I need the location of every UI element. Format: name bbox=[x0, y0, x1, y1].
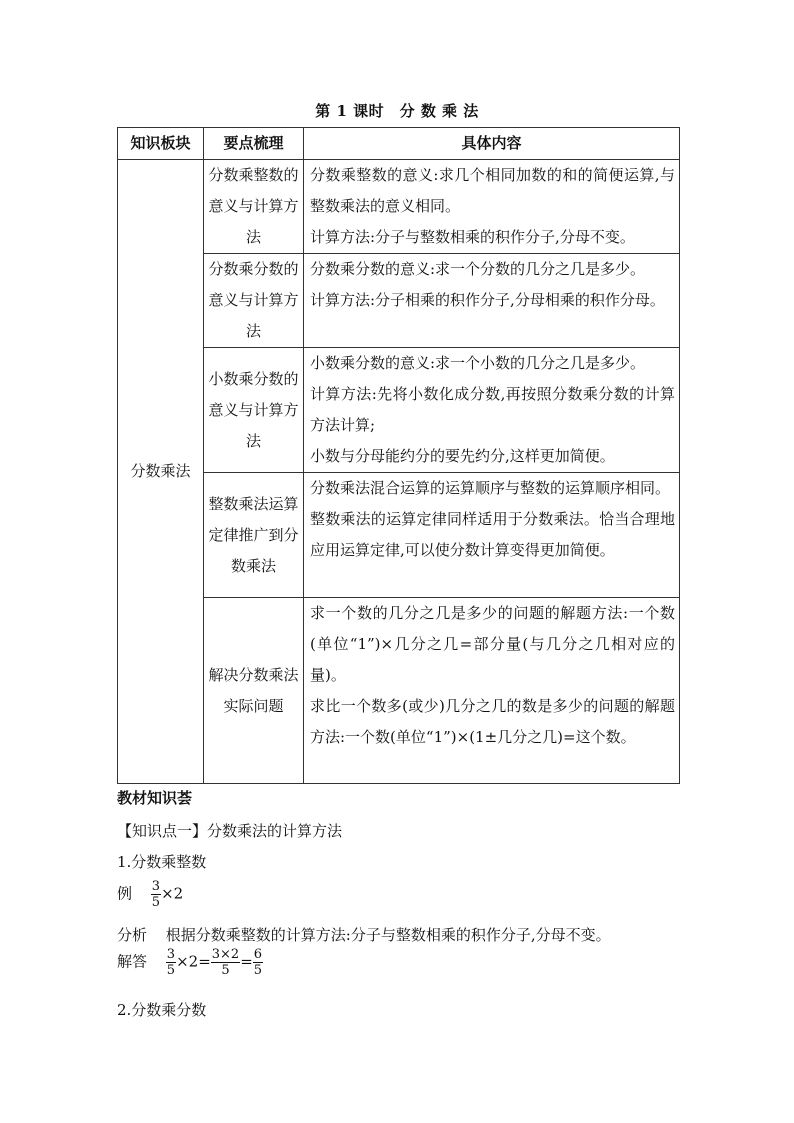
fraction-denominator: 5 bbox=[253, 963, 263, 978]
fraction-numerator: 3 bbox=[166, 947, 176, 962]
answer-fraction-2 bbox=[211, 947, 240, 978]
detail-cell bbox=[304, 160, 680, 254]
header-knowledge-block: 知识板块 bbox=[118, 128, 204, 160]
page-title: 第 1 课时 分 数 乘 法 bbox=[315, 102, 479, 120]
key-point-cell: 小数乘分数的意义与计算方法 bbox=[204, 348, 304, 473]
answer-fraction-3 bbox=[253, 947, 263, 978]
fraction-numerator: 3×2 bbox=[211, 947, 240, 962]
key-point-cell: 分数乘整数的意义与计算方法 bbox=[204, 160, 304, 254]
analysis-label: 分析 bbox=[117, 926, 148, 944]
detail-line: 分数乘分数的意义:求一个分数的几分之几是多少。 bbox=[310, 260, 646, 278]
detail-line: 小数与分母能约分的要先约分,这样更加简便。 bbox=[310, 447, 615, 465]
answer-fraction-1 bbox=[166, 947, 176, 978]
key-point-cell: 解决分数乘法实际问题 bbox=[204, 598, 304, 784]
detail-cell bbox=[304, 254, 680, 348]
analysis-line bbox=[117, 924, 611, 945]
header-details: 具体内容 bbox=[304, 128, 680, 160]
header-key-points: 要点梳理 bbox=[204, 128, 304, 160]
example-label: 例 bbox=[117, 884, 133, 903]
fraction-numerator: 6 bbox=[253, 947, 263, 962]
example-multiplier: ×2 bbox=[161, 884, 184, 903]
detail-cell bbox=[304, 598, 680, 784]
detail-line: 计算方法:分子与整数相乘的积作分子,分母不变。 bbox=[310, 228, 635, 246]
detail-cell bbox=[304, 348, 680, 473]
key-point-cell: 整数乘法运算定律推广到分数乘法 bbox=[204, 473, 304, 598]
detail-line: 计算方法:分子相乘的积作分子,分母相乘的积作分母。 bbox=[310, 291, 665, 309]
analysis-text: 根据分数乘整数的计算方法:分子与整数相乘的积作分子,分母不变。 bbox=[165, 926, 611, 944]
detail-line: 整数乘法的运算定律同样适用于分数乘法。恰当合理地应用运算定律,可以使分数计算变得更加简便。 bbox=[310, 510, 675, 559]
detail-line: 小数乘分数的意义:求一个小数的几分之几是多少。 bbox=[310, 354, 646, 372]
answer-label: 解答 bbox=[117, 952, 148, 971]
key-point-cell: 分数乘分数的意义与计算方法 bbox=[204, 254, 304, 348]
subheading-fraction-times-fraction: 2.分数乘分数 bbox=[117, 1001, 207, 1019]
fraction-denominator: 5 bbox=[151, 895, 161, 910]
detail-cell bbox=[304, 473, 680, 598]
fraction-denominator: 5 bbox=[221, 963, 230, 978]
detail-line: 求比一个数多(或少)几分之几的数是多少的问题的解题方法:一个数(单位“1”)×(1±几分之几)=这个数。 bbox=[310, 697, 675, 746]
detail-line: 分数乘整数的意义:求几个相同加数的和的简便运算,与整数乘法的意义相同。 bbox=[310, 166, 675, 215]
detail-line: 求一个数的几分之几是多少的问题的解题方法:一个数(单位“1”)×几分之几=部分量(与几分之几相对应的量)。 bbox=[310, 604, 675, 684]
detail-line: 分数乘法混合运算的运算顺序与整数的运算顺序相同。 bbox=[310, 479, 671, 497]
answer-line bbox=[117, 947, 263, 978]
table-row bbox=[118, 160, 680, 254]
example-line bbox=[117, 879, 183, 910]
knowledge-point-heading: 【知识点一】分数乘法的计算方法 bbox=[117, 822, 343, 840]
answer-equals: = bbox=[240, 952, 253, 971]
knowledge-block-cell: 分数乘法 bbox=[118, 160, 204, 784]
answer-operator: ×2= bbox=[176, 952, 211, 971]
subheading-fraction-times-integer: 1.分数乘整数 bbox=[117, 853, 207, 871]
fraction-numerator: 3 bbox=[151, 879, 161, 894]
detail-line: 计算方法:先将小数化成分数,再按照分数乘分数的计算方法计算; bbox=[310, 385, 675, 434]
example-fraction bbox=[151, 879, 161, 910]
fraction-denominator: 5 bbox=[166, 963, 176, 978]
section-heading: 教材知识荟 bbox=[117, 789, 193, 807]
table-header-row bbox=[118, 128, 680, 160]
knowledge-table bbox=[117, 127, 680, 784]
